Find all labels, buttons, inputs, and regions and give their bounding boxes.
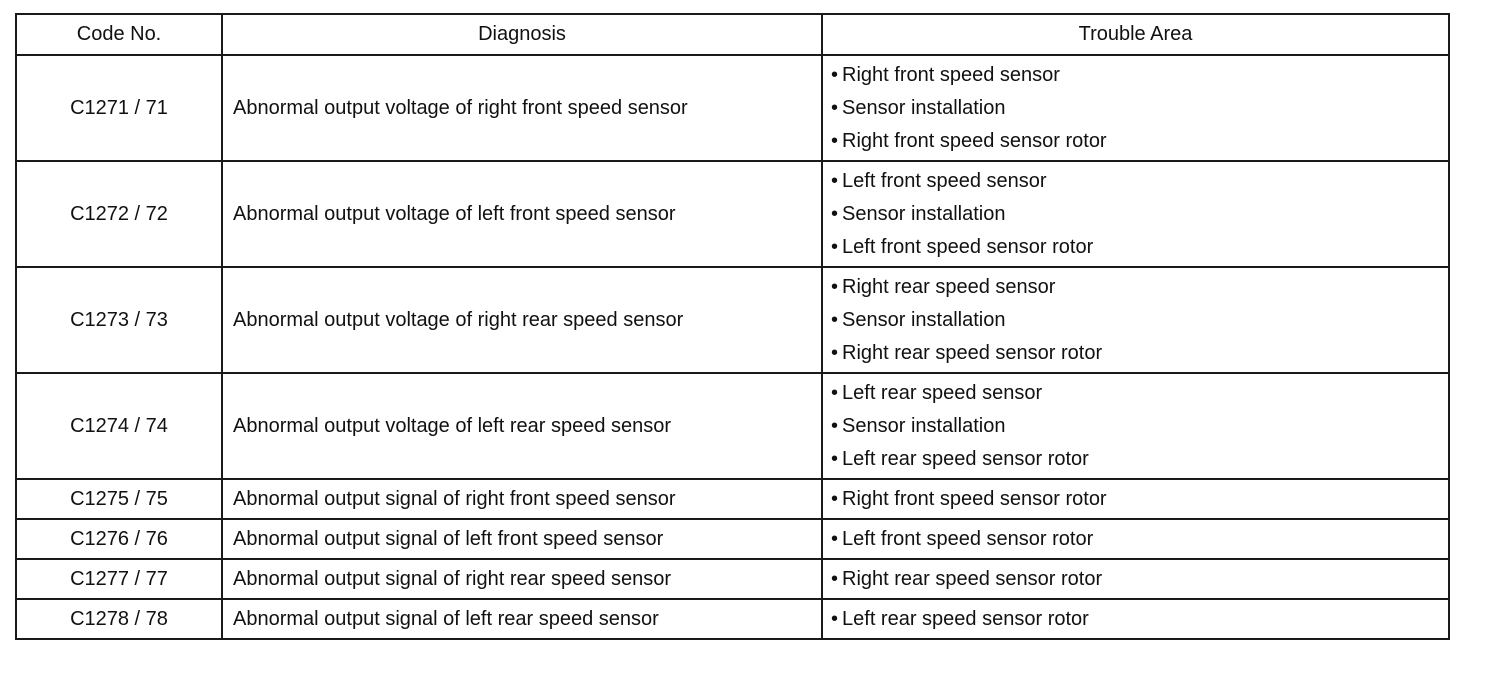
trouble-area-list — [831, 165, 1448, 264]
trouble-area-item: • Left front speed sensor — [831, 165, 1448, 198]
diagnosis-cell: Abnormal output signal of right front speed sensor — [222, 479, 822, 519]
code-cell: C1272 / 72 — [16, 161, 222, 267]
code-cell: C1277 / 77 — [16, 559, 222, 599]
diagnosis-cell: Abnormal output signal of left rear speed sensor — [222, 599, 822, 639]
trouble-area-cell — [822, 161, 1449, 267]
code-cell: C1273 / 73 — [16, 267, 222, 373]
header-trouble-area: Trouble Area — [822, 14, 1449, 55]
code-cell: C1275 / 75 — [16, 479, 222, 519]
code-cell: C1276 / 76 — [16, 519, 222, 559]
diagnostic-code-table — [15, 13, 1450, 640]
trouble-area-item: • Sensor installation — [831, 304, 1448, 337]
trouble-area-cell — [822, 55, 1449, 161]
diagnosis-cell: Abnormal output voltage of left front speed sensor — [222, 161, 822, 267]
table-row — [16, 519, 1449, 559]
trouble-area-item: • Left rear speed sensor rotor — [831, 603, 1448, 636]
trouble-area-list — [831, 523, 1448, 556]
diagnosis-cell: Abnormal output voltage of left rear speed sensor — [222, 373, 822, 479]
trouble-area-cell — [822, 479, 1449, 519]
table-row — [16, 267, 1449, 373]
trouble-area-list — [831, 483, 1448, 516]
code-cell: C1274 / 74 — [16, 373, 222, 479]
table-row — [16, 55, 1449, 161]
trouble-area-item: • Sensor installation — [831, 92, 1448, 125]
trouble-area-item: • Right rear speed sensor rotor — [831, 337, 1448, 370]
trouble-area-list — [831, 377, 1448, 476]
table-header-row — [16, 14, 1449, 55]
diagnosis-cell: Abnormal output signal of left front speed sensor — [222, 519, 822, 559]
trouble-area-item: • Right front speed sensor rotor — [831, 125, 1448, 158]
trouble-area-item: • Left front speed sensor rotor — [831, 523, 1448, 556]
header-code-no: Code No. — [16, 14, 222, 55]
trouble-area-item: • Left rear speed sensor rotor — [831, 443, 1448, 476]
code-cell: C1278 / 78 — [16, 599, 222, 639]
trouble-area-item: • Right front speed sensor — [831, 59, 1448, 92]
trouble-area-list — [831, 603, 1448, 636]
table-row — [16, 559, 1449, 599]
header-diagnosis: Diagnosis — [222, 14, 822, 55]
table-row — [16, 161, 1449, 267]
trouble-area-item: • Left rear speed sensor — [831, 377, 1448, 410]
trouble-area-list — [831, 271, 1448, 370]
diagnosis-cell: Abnormal output signal of right rear speed sensor — [222, 559, 822, 599]
trouble-area-cell — [822, 559, 1449, 599]
trouble-area-cell — [822, 519, 1449, 559]
table-row — [16, 599, 1449, 639]
trouble-area-list — [831, 59, 1448, 158]
trouble-area-item: • Sensor installation — [831, 410, 1448, 443]
trouble-area-list — [831, 563, 1448, 596]
diagnosis-cell: Abnormal output voltage of right rear speed sensor — [222, 267, 822, 373]
trouble-area-cell — [822, 267, 1449, 373]
trouble-area-item: • Right rear speed sensor rotor — [831, 563, 1448, 596]
diagnostic-code-table-container — [15, 13, 1450, 640]
table-row — [16, 373, 1449, 479]
code-cell: C1271 / 71 — [16, 55, 222, 161]
trouble-area-item: • Right rear speed sensor — [831, 271, 1448, 304]
trouble-area-cell — [822, 599, 1449, 639]
trouble-area-item: • Left front speed sensor rotor — [831, 231, 1448, 264]
trouble-area-item: • Sensor installation — [831, 198, 1448, 231]
diagnosis-cell: Abnormal output voltage of right front speed sensor — [222, 55, 822, 161]
table-row — [16, 479, 1449, 519]
trouble-area-cell — [822, 373, 1449, 479]
trouble-area-item: • Right front speed sensor rotor — [831, 483, 1448, 516]
